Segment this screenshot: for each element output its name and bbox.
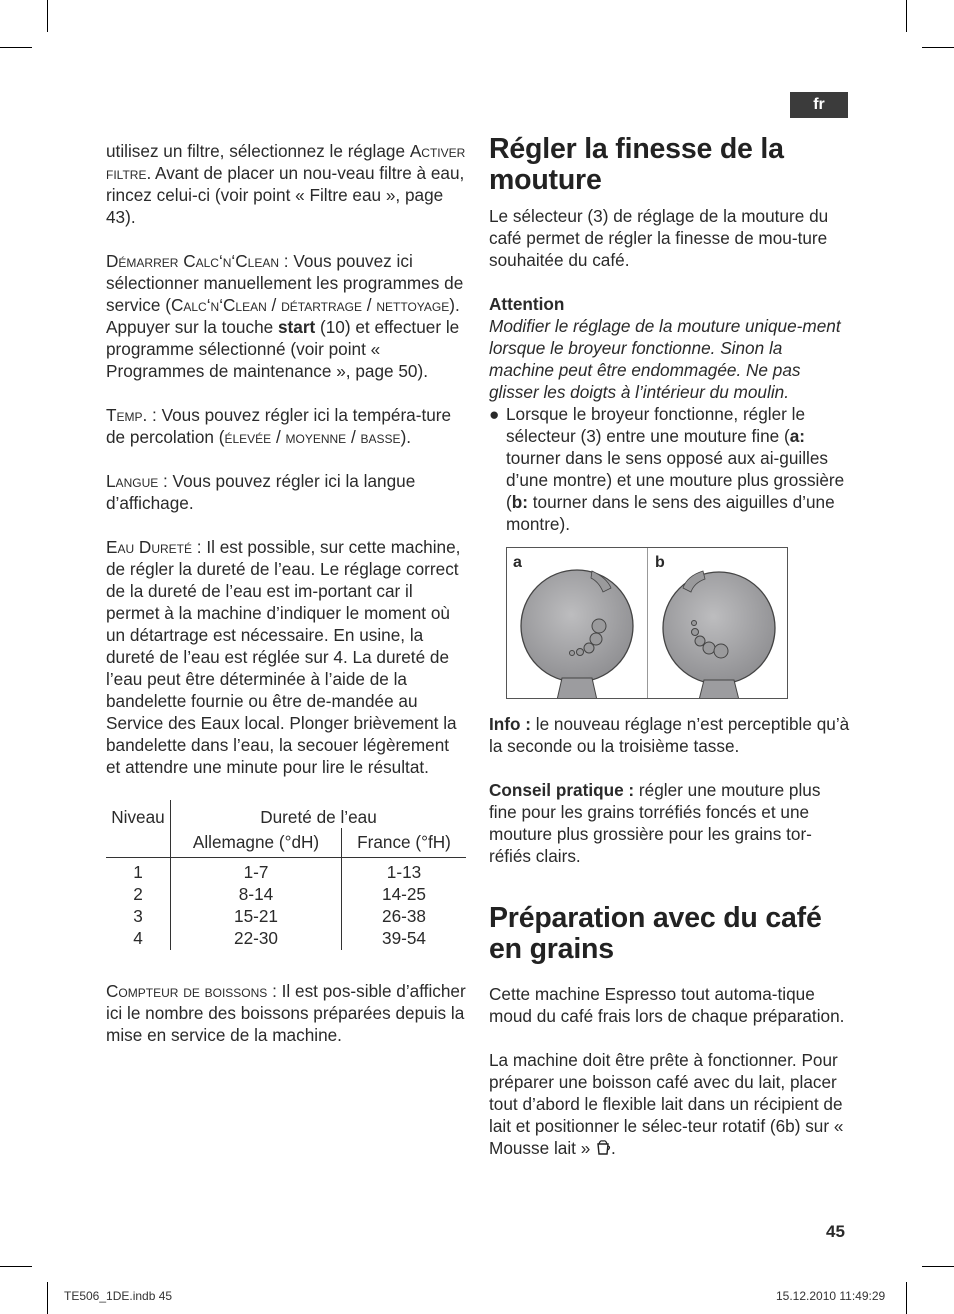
bullet-instruction <box>489 403 851 535</box>
crop-mark <box>906 0 907 32</box>
paragraph-machine: Cette machine Espresso tout automa-tique moud du café frais lors de chaque préparation. <box>489 984 845 1026</box>
table-header-france: France (°fH) <box>342 828 467 858</box>
figure-label-b: b <box>655 554 665 571</box>
text: Lorsque le broyeur fonctionne, régler le sélecteur (3) entre une mouture fine ( <box>506 404 806 446</box>
attention-label: Attention <box>489 294 565 314</box>
milk-cup-icon <box>595 1139 611 1156</box>
text: / <box>266 295 282 315</box>
attention-title <box>489 293 851 315</box>
label: Conseil pratique : <box>489 780 635 800</box>
footer-date: 15.12.2010 11:49:29 <box>776 1289 886 1303</box>
text: : Il est possible, sur cette machine, de régler la dureté de l’eau. Le réglage correct de la dureté de l’eau est im-portant car il permet à la machine d’indiquer le moment où un détartrage est nécessaire. En usine, la dureté de l’eau est réglée sur 4. La dureté de l’eau peut être déterminée à l’aide de la bandelette fournie ou être de-mandée au Service des Eaux local. Plonger brièvement la bandelette dans l’eau, la secouer légèrement et attendre une minute pour lire le résultat. <box>106 537 461 777</box>
setting-name: Langue <box>106 471 159 491</box>
text: . <box>611 1138 616 1158</box>
text: (10) et effectuer le programme sélectionné (voir point « Programmes de maintenance », page 50). <box>106 317 460 381</box>
text: tourner dans le sens des aiguilles d’une montre). <box>506 492 835 534</box>
text: ). <box>400 427 412 447</box>
bullet-icon: ● <box>489 404 500 424</box>
setting-name: nettoyage <box>376 295 450 315</box>
paragraph-durete <box>106 536 468 778</box>
text: : Vous pouvez ici sélectionner manuellement les programmes de service ( <box>106 251 464 315</box>
setting-name: moyenne <box>285 427 347 447</box>
text: : Vous pouvez régler ici la tempéra-ture de percolation ( <box>106 405 452 447</box>
figure-label-a: a <box>513 554 522 571</box>
grinder-dials <box>507 548 787 698</box>
water-hardness-table <box>106 800 466 950</box>
table-header-allemagne: Allemagne (°dH) <box>171 828 342 858</box>
table-col-allemagne: 1-7 8-14 15-21 22-30 <box>171 858 342 951</box>
dial-coarse <box>663 571 775 698</box>
attention-text: Modifier le réglage de la mouture unique-ment lorsque le broyeur fonctionne. Sinon la machine peut être endommagée. Ne pas glisser les doigts à l’intérieur du moulin. <box>489 316 841 402</box>
setting-name: basse <box>360 427 401 447</box>
key-name: start <box>277 317 316 337</box>
page-number: 45 <box>826 1222 845 1241</box>
text: La machine doit être prête à fonctionner. Pour préparer une boisson café avec du lait, placer tout d’abord le flexible lait dans un récipient de lait et positionner le sélec-teur rotatif (6b) sur « Mousse lait » <box>489 1050 844 1158</box>
paragraph-conseil <box>489 779 851 867</box>
text: / <box>362 295 377 315</box>
table-header-niveau: Niveau <box>111 807 165 827</box>
setting-name: Temp. <box>106 405 148 425</box>
setting-name: Eau Dureté <box>106 537 192 557</box>
setting-name: Activer filtre <box>106 141 466 183</box>
heading-mouture: Régler la finesse de la mouture <box>489 133 784 196</box>
text: : Vous pouvez régler ici la langue d’affichage. <box>106 471 416 513</box>
paragraph-selecteur: Le sélecteur (3) de réglage de la mouture du café permet de régler la finesse de mou-ture souhaitée du café. <box>489 206 829 270</box>
grinder-figure <box>506 547 788 699</box>
crop-mark <box>47 0 48 32</box>
label: a: <box>789 426 806 446</box>
crop-mark <box>922 47 954 48</box>
paragraph-filtre <box>106 140 468 228</box>
text: : Il est pos-sible d’afficher ici le nombre des boissons préparées depuis la mise en service de la machine. <box>106 981 466 1045</box>
table-header-durete: Dureté de l’eau <box>171 800 467 828</box>
paragraph-compteur <box>106 980 468 1046</box>
crop-mark <box>0 47 32 48</box>
crop-mark <box>0 1266 32 1267</box>
setting-name: Compteur de boissons <box>106 981 268 1001</box>
text: utilisez un filtre, sélectionnez le réglage <box>106 141 406 161</box>
footer-file: TE506_1DE.indb 45 <box>64 1289 173 1303</box>
paragraph-calc-n-clean <box>106 250 468 382</box>
crop-mark <box>922 1266 954 1267</box>
paragraph-info <box>489 713 851 757</box>
dial-fine <box>521 570 633 698</box>
heading-preparation: Préparation avec du café en grains <box>489 902 822 965</box>
label: b: <box>511 492 528 512</box>
text: / <box>346 427 361 447</box>
setting-name: Calc‘n‘Clean <box>170 295 267 315</box>
language-tab: fr <box>790 92 848 118</box>
right-column <box>489 134 851 1159</box>
text: régler une mouture plus fine pour les grains torréfiés foncés et une mouture plus grossière pour les grains tor-réfiés clairs. <box>489 780 821 866</box>
paragraph-temp <box>106 404 468 448</box>
label: Info : <box>489 714 531 734</box>
crop-mark <box>906 1282 907 1314</box>
setting-name: détartrage <box>281 295 363 315</box>
paragraph-langue <box>106 470 468 514</box>
setting-name: Démarrer Calc‘n‘Clean <box>106 251 280 271</box>
crop-mark <box>47 1282 48 1314</box>
table-col-france: 1-13 14-25 26-38 39-54 <box>342 858 467 951</box>
paragraph-lait <box>489 1049 851 1159</box>
text: ). Appuyer sur la touche <box>106 295 460 337</box>
text: . Avant de placer un nou-veau filtre à eau, rincez celui-ci (voir point « Filtre eau », page 43). <box>106 163 465 227</box>
text: tourner dans le sens opposé aux ai-guilles d’une montre) et une mouture plus grossière ( <box>506 448 845 512</box>
table-cell <box>106 828 171 858</box>
text: / <box>271 427 286 447</box>
setting-name: élevée <box>224 427 272 447</box>
text: le nouveau réglage n’est perceptible qu’à la seconde ou la troisième tasse. <box>489 714 850 756</box>
left-column <box>106 140 468 1046</box>
table-col-niveau: 1 2 3 4 <box>133 862 143 948</box>
